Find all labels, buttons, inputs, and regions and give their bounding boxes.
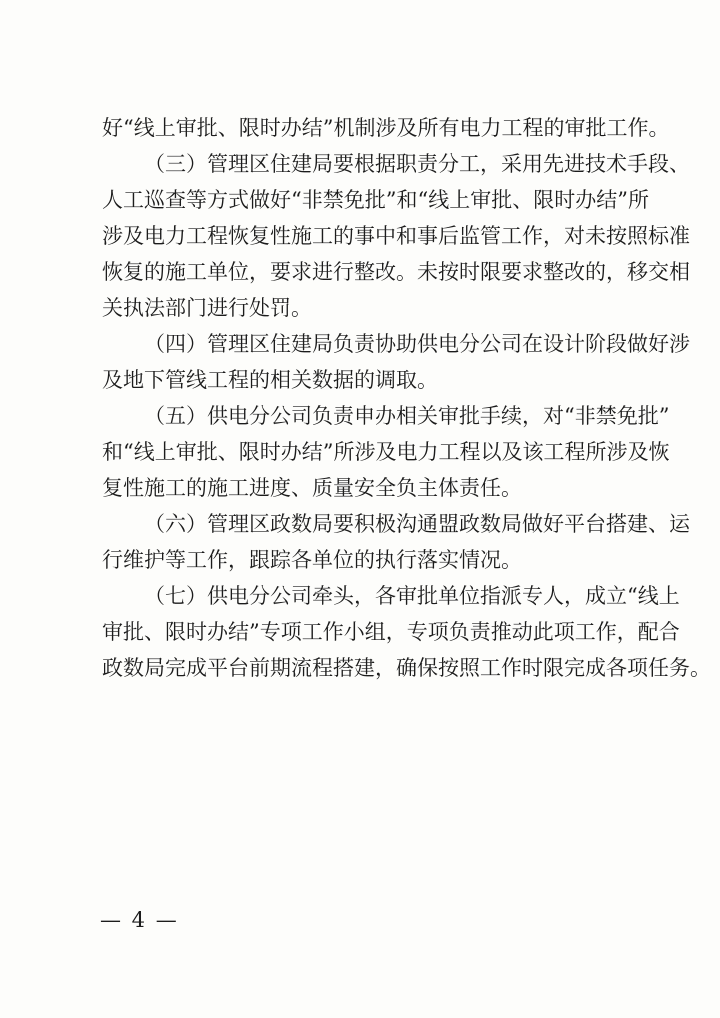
text-line: 审批、限时办结”专项工作小组，专项负责推动此项工作，配合 <box>102 620 680 644</box>
page-number: — 4 — <box>100 908 179 932</box>
text-line: （四）管理区住建局负责协助供电分公司在设计阶段做好涉 <box>144 332 690 356</box>
text-line: （七）供电分公司牵头，各审批单位指派专人，成立“线上 <box>144 584 680 608</box>
text-line: 涉及电力工程恢复性施工的事中和事后监管工作，对未按照标准 <box>102 224 690 248</box>
text-line: （六）管理区政数局要积极沟通盟政数局做好平台搭建、运 <box>144 512 690 536</box>
text-line: 人工巡查等方式做好“非禁免批”和“线上审批、限时办结”所 <box>102 188 649 212</box>
text-line: （三）管理区住建局要根据职责分工，采用先进技术手段、 <box>144 152 690 176</box>
text-line: 和“线上审批、限时办结”所涉及电力工程以及该工程所涉及恢 <box>102 440 670 464</box>
text-line: （五）供电分公司负责申办相关审批手续，对“非禁免批” <box>144 404 670 428</box>
text-line: 复性施工的施工进度、质量安全负主体责任。 <box>102 476 522 500</box>
text-line: 政数局完成平台前期流程搭建，确保按照工作时限完成各项任务。 <box>102 656 711 680</box>
text-line: 好“线上审批、限时办结”机制涉及所有电力工程的审批工作。 <box>102 116 670 140</box>
text-line: 及地下管线工程的相关数据的调取。 <box>102 368 438 392</box>
text-line: 恢复的施工单位，要求进行整改。未按时限要求整改的，移交相 <box>102 260 690 284</box>
text-line: 行维护等工作，跟踪各单位的执行落实情况。 <box>102 548 522 572</box>
text-line: 关执法部门进行处罚。 <box>102 296 312 320</box>
